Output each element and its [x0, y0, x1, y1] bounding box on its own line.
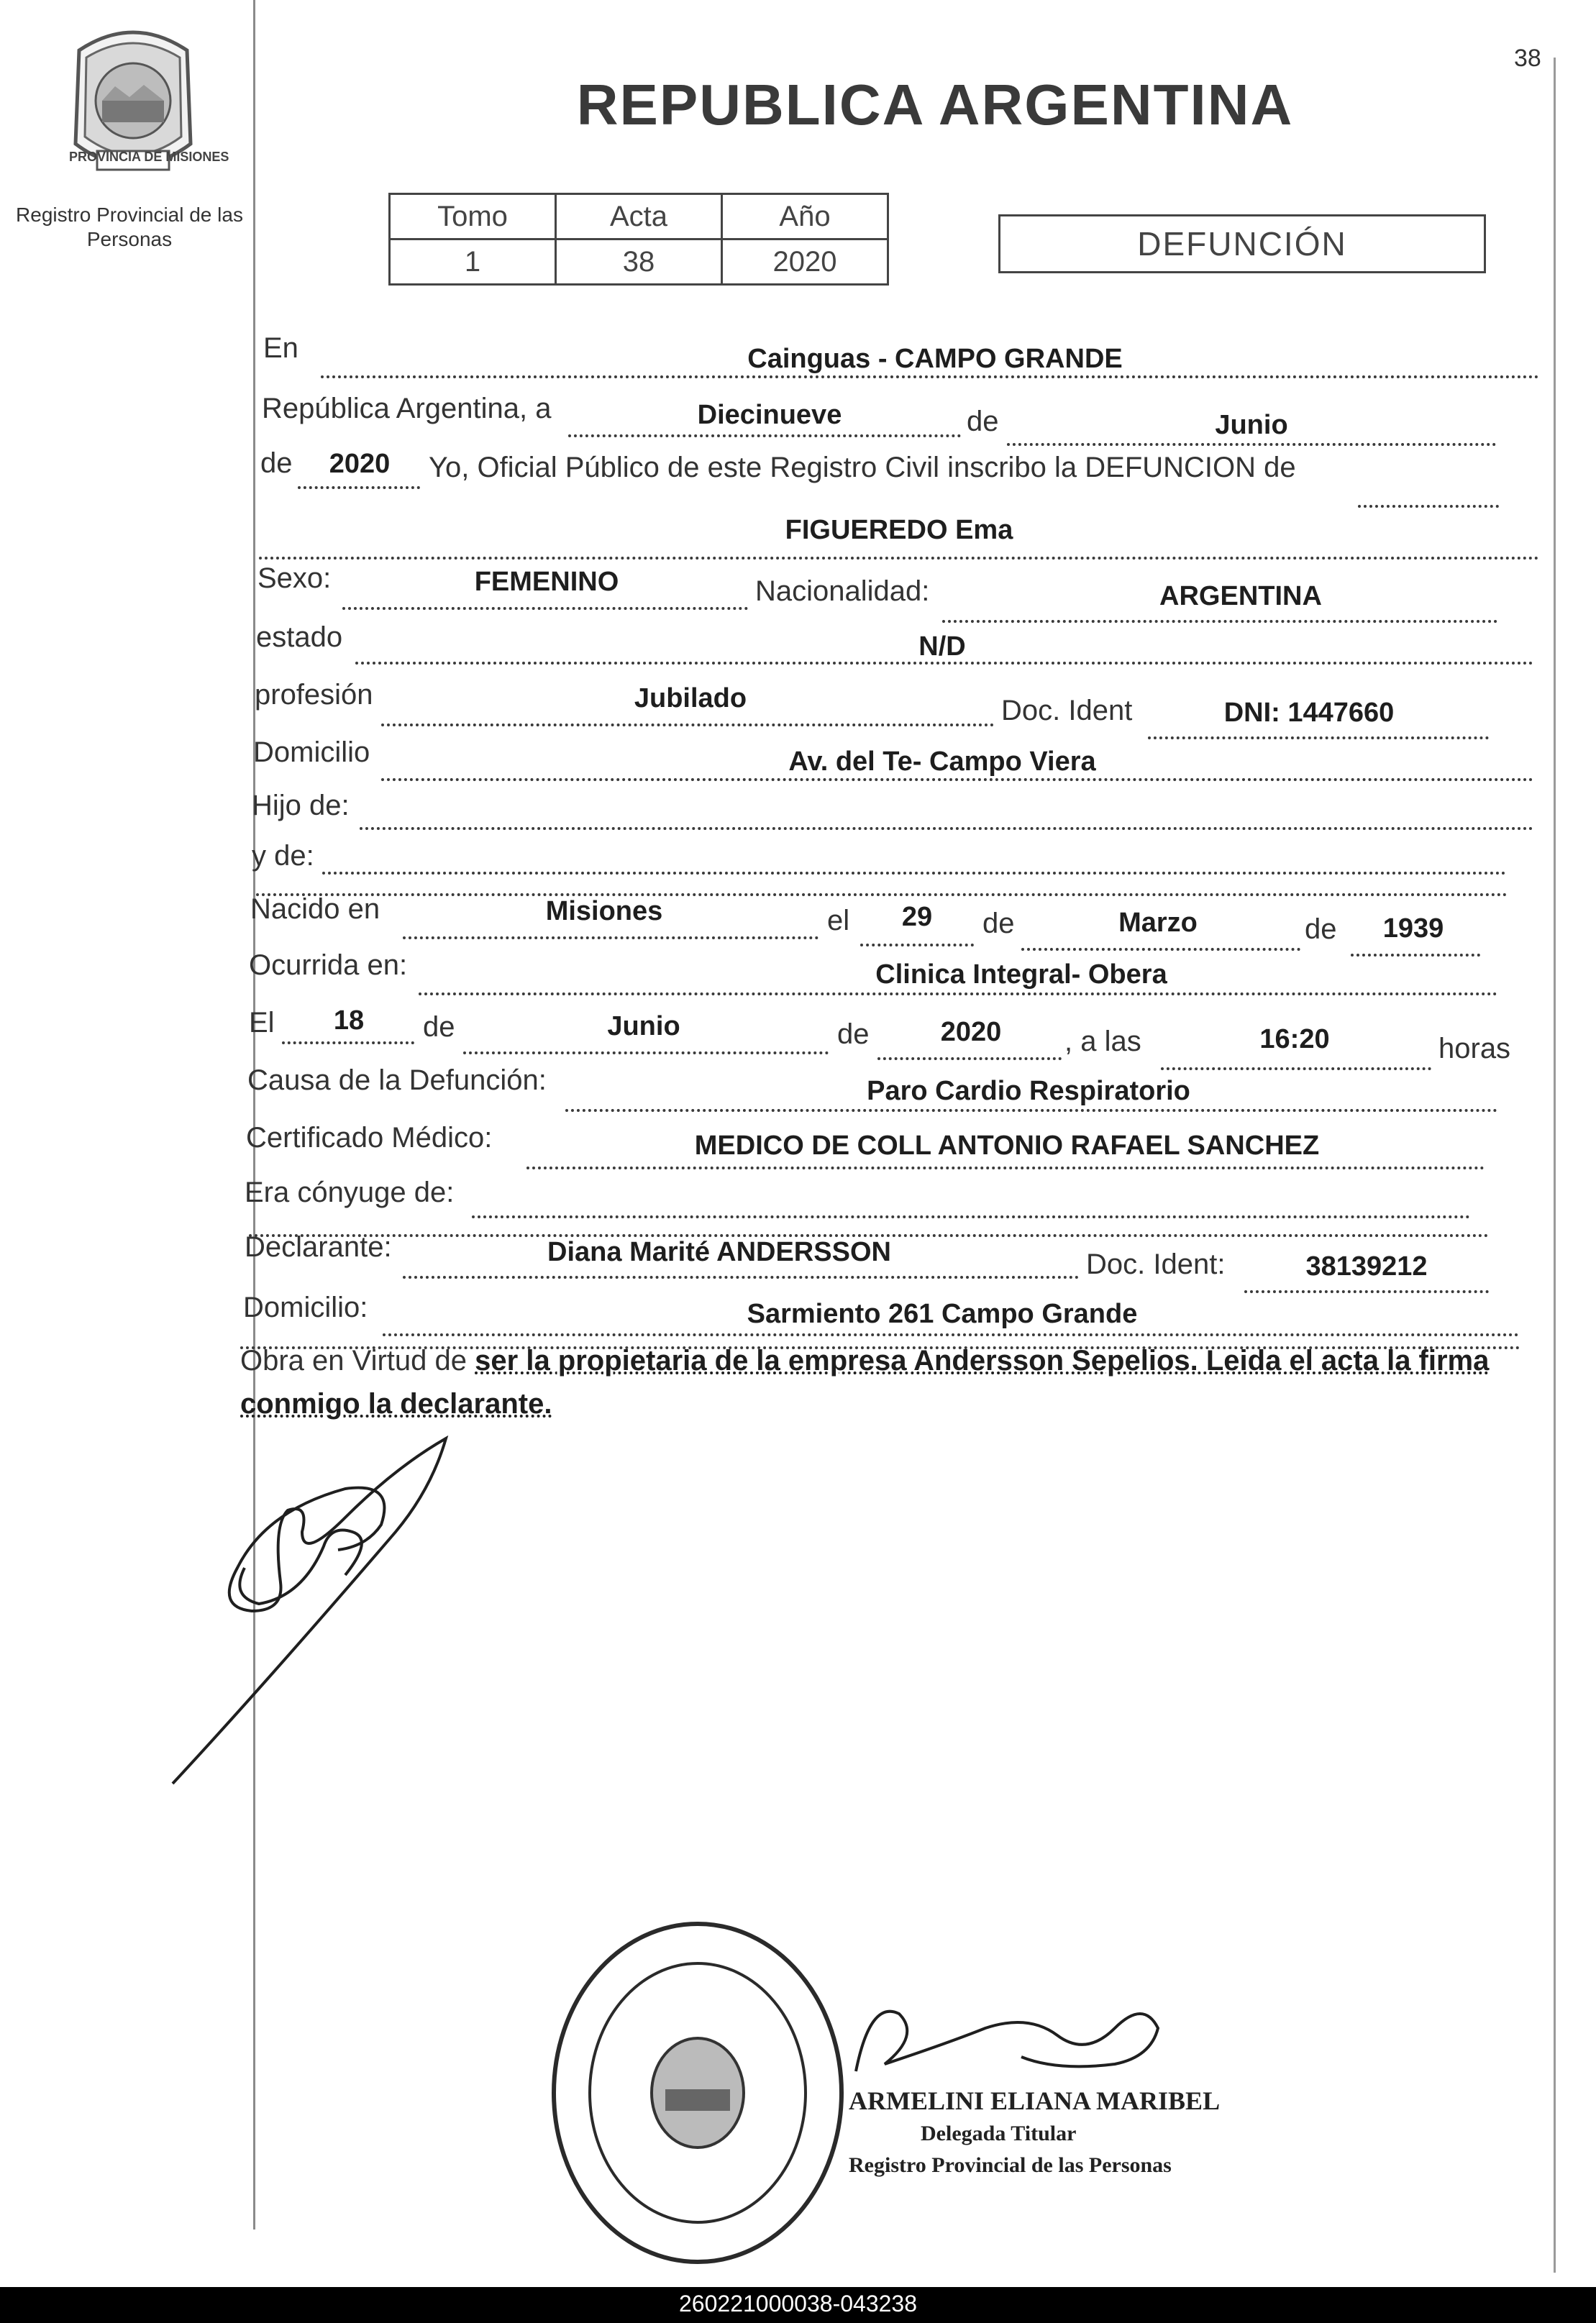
death-time-line [1161, 1067, 1431, 1070]
decl-dom-label: Domicilio: [243, 1292, 368, 1323]
right-margin-rule [1554, 58, 1556, 2273]
yde-label: y de: [252, 840, 314, 872]
conyuge-line [472, 1215, 1470, 1218]
death-year: 2020 [940, 1017, 1002, 1047]
footer-code: 260221000038-043238 [679, 2291, 917, 2317]
name-line [259, 557, 1539, 560]
birth-de2-label: de [1305, 913, 1337, 945]
nacido-line [403, 936, 818, 939]
certificado-label: Certificado Médico: [246, 1122, 493, 1154]
official-role: Delegada Titular [921, 2122, 1077, 2145]
sexo-label: Sexo: [257, 562, 332, 594]
registry-name: Registro Provincial de las Personas [16, 204, 243, 250]
certificado-line [526, 1167, 1485, 1169]
death-month: Junio [607, 1011, 680, 1041]
declarante-line [403, 1276, 1079, 1279]
official-stamp [547, 1913, 849, 2273]
official-office: Registro Provincial de las Personas [849, 2153, 1172, 2177]
nacido-value: Misiones [545, 896, 663, 926]
year-de-label: de [260, 447, 293, 479]
month-value: Junio [1215, 410, 1288, 440]
death-month-line [463, 1051, 829, 1054]
el2-label: El [249, 1007, 275, 1039]
month-line [1007, 443, 1496, 446]
doc-value: DNI: 1447660 [1223, 698, 1395, 728]
year-line [298, 486, 420, 489]
en-value: Cainguas - CAMPO GRANDE [747, 344, 1123, 374]
death-day-line [282, 1041, 414, 1044]
decl-dom-line [383, 1333, 1519, 1336]
nacionalidad-label: Nacionalidad: [755, 575, 930, 607]
causa-label: Causa de la Defunción: [247, 1064, 547, 1096]
declarante-label: Declarante: [245, 1231, 392, 1263]
en-label: En [263, 332, 298, 364]
birth-day: 29 [901, 902, 933, 932]
declarant-signature [158, 1424, 468, 1798]
en-line [321, 375, 1539, 378]
decl-doc-label: Doc. Ident: [1086, 1249, 1226, 1280]
document-title: REPUBLICA ARGENTINA [576, 73, 1294, 137]
de-label: de [967, 406, 999, 437]
day-line [568, 434, 961, 437]
obra-label: Obra en Virtud de [240, 1345, 468, 1377]
profesion-label: profesión [255, 679, 373, 711]
death-de2-label: de [837, 1018, 870, 1050]
anio-header: Año [722, 194, 888, 239]
profesion-value: Jubilado [634, 683, 747, 713]
conyuge-label: Era cónyuge de: [245, 1177, 455, 1208]
obra-value: ser la propietaria de la empresa Andersson Sepelios. Leida el acta la firma conmigo la declarante. [240, 1345, 1490, 1420]
causa-value: Paro Cardio Respiratorio [867, 1076, 1190, 1106]
birth-year: 1939 [1382, 913, 1444, 944]
left-margin-rule [253, 0, 255, 2230]
republica-label: República Argentina, a [262, 393, 552, 424]
causa-line [565, 1109, 1497, 1112]
birth-month: Marzo [1118, 908, 1198, 938]
sexo-value: FEMENINO [474, 567, 619, 597]
domicilio-value: Av. del Te- Campo Viera [788, 747, 1096, 777]
emblem-label: PROVINCIA DE MISIONES [69, 150, 229, 164]
estado-value: N/D [918, 631, 966, 662]
ocurrida-line [419, 992, 1497, 995]
nacionalidad-line [942, 620, 1497, 623]
alas-label: , a las [1064, 1026, 1141, 1057]
death-day: 18 [333, 1005, 365, 1036]
horas-label: horas [1438, 1033, 1511, 1064]
doc-line [1148, 736, 1489, 739]
nacionalidad-value: ARGENTINA [1159, 581, 1322, 611]
act-type-box: DEFUNCIÓN [998, 214, 1486, 273]
sexo-line [342, 607, 748, 610]
tomo-value: 1 [390, 239, 556, 285]
nacido-label: Nacido en [250, 893, 380, 925]
estado-label: estado [256, 621, 343, 653]
acta-value: 38 [556, 239, 722, 285]
birth-month-line [1021, 948, 1300, 951]
anio-value: 2020 [722, 239, 888, 285]
birth-de1-label: de [982, 908, 1015, 939]
birth-day-line [860, 944, 974, 946]
yde-line [322, 872, 1506, 875]
tomo-header: Tomo [390, 194, 556, 239]
hijo-label: Hijo de: [252, 790, 350, 821]
decl-dom-value: Sarmiento 261 Campo Grande [747, 1299, 1138, 1329]
birth-year-line [1351, 954, 1480, 957]
declarante-value: Diana Marité ANDERSSON [547, 1237, 891, 1267]
doc-label: Doc. Ident [1001, 695, 1133, 726]
oficial-line-end [1358, 505, 1499, 508]
certificado-value: MEDICO DE COLL ANTONIO RAFAEL SANCHEZ [694, 1131, 1320, 1161]
deceased-name: FIGUEREDO Ema [785, 515, 1013, 545]
page-number: 38 [1514, 45, 1541, 72]
obra-paragraph [240, 1339, 1520, 1425]
registry-table [388, 193, 889, 286]
ocurrida-value: Clinica Integral- Obera [875, 959, 1167, 990]
death-time: 16:20 [1259, 1024, 1330, 1054]
profesion-line [381, 724, 994, 726]
domicilio-label: Domicilio [253, 736, 370, 768]
hijo-line [360, 827, 1533, 830]
acta-header: Acta [556, 194, 722, 239]
yde-line-2 [256, 893, 1508, 896]
ocurrida-label: Ocurrida en: [249, 949, 408, 981]
day-value: Diecinueve [697, 400, 842, 430]
decl-doc-value: 38139212 [1305, 1251, 1428, 1282]
official-name: ARMELINI ELIANA MARIBEL [849, 2086, 1221, 2115]
domicilio-line [381, 778, 1533, 781]
official-signature [842, 1985, 1201, 2100]
death-year-line [877, 1057, 1062, 1060]
oficial-text: Yo, Oficial Público de este Registro Civil inscribo la DEFUNCION de [429, 452, 1296, 483]
year-value: 2020 [329, 449, 391, 479]
decl-doc-line [1244, 1290, 1489, 1293]
el-label: el [827, 905, 850, 936]
death-de1-label: de [423, 1011, 455, 1043]
